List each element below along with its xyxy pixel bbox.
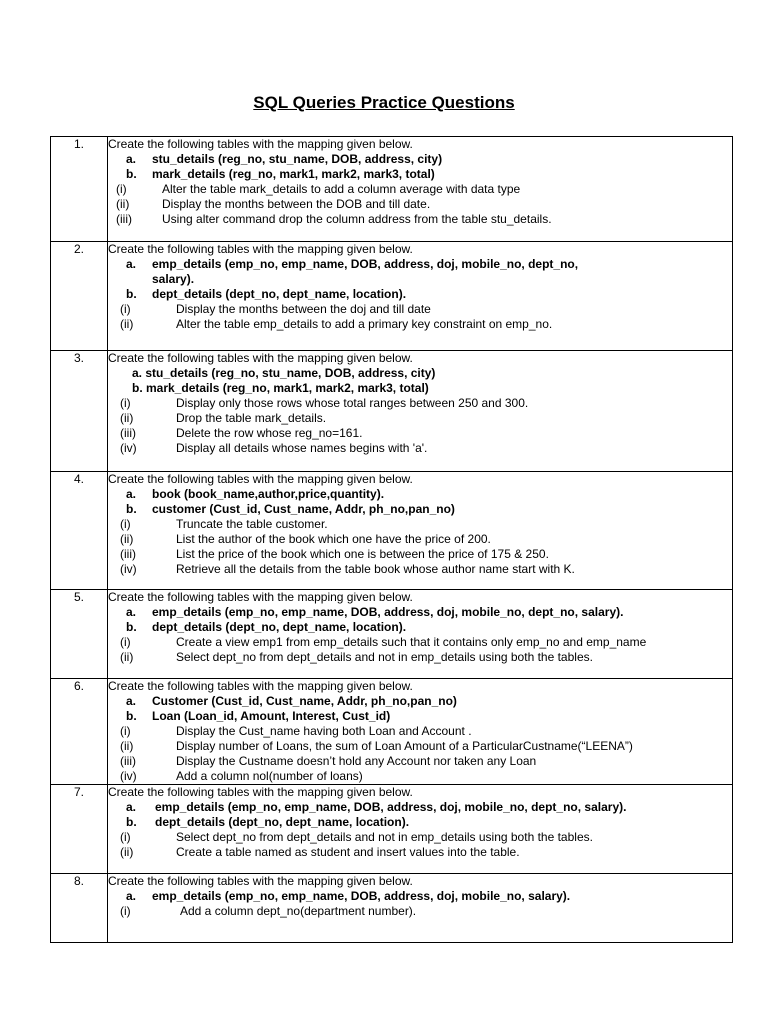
task-text: Display number of Loans, the sum of Loan Amount of a ParticularCustname(“LEENA”) [176, 739, 633, 753]
task-text: Create a view emp1 from emp_details such that it contains only emp_no and emp_name [176, 635, 647, 649]
task-numeral: (i) [120, 724, 131, 738]
table-definition [108, 152, 732, 167]
table-definition-label: a. [126, 694, 137, 708]
task-text: Display the Cust_name having both Loan and Account . [176, 724, 472, 738]
table-definition [108, 287, 732, 302]
question-intro: Create the following tables with the mapping given below. [108, 590, 413, 604]
table-definition-text: mark_details (reg_no, mark1, mark2, mark3, total) [152, 167, 435, 181]
table-definition-label: a. [126, 889, 137, 903]
task-text: Add a column dept_no(department number). [180, 904, 417, 918]
task-item [108, 547, 732, 562]
task-item [108, 724, 732, 739]
page-title [0, 93, 768, 113]
task-numeral: (iii) [120, 547, 136, 561]
task-text: Display all details whose names begins with 'a'. [176, 441, 428, 455]
task-item [108, 754, 732, 769]
task-text: Retrieve all the details from the table book whose author name start with K. [176, 562, 575, 576]
table-definition-text: stu_details (reg_no, stu_name, DOB, address, city) [152, 152, 443, 166]
task-item [108, 426, 732, 441]
task-numeral: (ii) [120, 532, 134, 546]
task-text: Drop the table mark_details. [176, 411, 327, 425]
task-numeral: (ii) [120, 739, 134, 753]
question-body [108, 137, 733, 242]
table-definition-label: b. [126, 815, 137, 829]
table-definition-label: a. [126, 800, 137, 814]
table-definition [108, 257, 732, 287]
task-item [108, 739, 732, 754]
task-item [108, 517, 732, 532]
table-definition [108, 620, 732, 635]
table-definition [108, 487, 732, 502]
question-intro: Create the following tables with the mapping given below. [108, 351, 413, 365]
task-item [108, 769, 732, 784]
task-text: Create a table named as student and insert values into the table. [176, 845, 520, 859]
task-numeral: (i) [120, 302, 131, 316]
question-row [51, 137, 733, 242]
table-definition-label: b. [126, 709, 137, 723]
task-text: Display the months between the doj and till date [176, 302, 431, 316]
task-numeral: (iv) [120, 769, 137, 783]
task-item [108, 650, 732, 665]
table-definition [108, 694, 732, 709]
table-definition-text: dept_details (dept_no, dept_name, location). [155, 815, 410, 829]
task-numeral: (iii) [116, 212, 132, 226]
task-item [108, 411, 732, 426]
question-row [51, 590, 733, 679]
question-row [51, 242, 733, 351]
task-numeral: (i) [120, 904, 131, 918]
question-intro: Create the following tables with the mapping given below. [108, 679, 413, 693]
table-definition-text: emp_details (emp_no, emp_name, DOB, address, doj, mobile_no, dept_no, salary). [155, 800, 627, 814]
question-row [51, 785, 733, 874]
task-numeral: (ii) [116, 197, 130, 211]
table-definition [108, 709, 732, 724]
table-definition-text: book (book_name,author,price,quantity). [152, 487, 385, 501]
question-row [51, 874, 733, 943]
question-number: 5. [51, 590, 108, 679]
task-text: Truncate the table customer. [176, 517, 328, 531]
table-definition-label: b. [126, 287, 137, 301]
question-intro: Create the following tables with the mapping given below. [108, 137, 413, 151]
question-body [108, 874, 733, 943]
question-body [108, 351, 733, 472]
table-definition-label: a. [126, 152, 137, 166]
question-number: 3. [51, 351, 108, 472]
table-definition-text: emp_details (emp_no, emp_name, DOB, address, doj, mobile_no, dept_no, salary). [152, 257, 579, 286]
task-numeral: (iii) [120, 426, 136, 440]
table-definition-label: a. [126, 257, 137, 271]
question-number: 1. [51, 137, 108, 242]
question-intro: Create the following tables with the mapping given below. [108, 785, 413, 799]
task-text: Add a column nol(number of loans) [176, 769, 363, 783]
task-numeral: (ii) [120, 317, 134, 331]
task-numeral: (i) [120, 830, 131, 844]
task-numeral: (ii) [120, 411, 134, 425]
table-definition-text: Loan (Loan_id, Amount, Interest, Cust_id) [152, 709, 391, 723]
task-numeral: (iv) [120, 562, 137, 576]
task-item [108, 212, 732, 227]
question-number: 4. [51, 472, 108, 590]
page-title-text: SQL Queries Practice Questions [253, 93, 515, 112]
task-item [108, 302, 732, 317]
task-item [108, 830, 732, 845]
task-item [108, 182, 732, 197]
task-item [108, 904, 732, 919]
question-body [108, 590, 733, 679]
table-definition [108, 167, 732, 182]
task-text: Select dept_no from dept_details and not in emp_details using both the tables. [176, 830, 593, 844]
task-numeral: (ii) [120, 650, 134, 664]
question-row [51, 472, 733, 590]
table-definition-text: dept_details (dept_no, dept_name, location). [152, 287, 407, 301]
task-text: Alter the table emp_details to add a primary key constraint on emp_no. [176, 317, 553, 331]
task-text: Using alter command drop the column address from the table stu_details. [162, 212, 552, 226]
task-item [108, 396, 732, 411]
table-definition-label: b. [126, 167, 137, 181]
question-number: 7. [51, 785, 108, 874]
task-item [108, 845, 732, 860]
table-definition [108, 605, 732, 620]
table-definition-text: dept_details (dept_no, dept_name, location). [152, 620, 407, 634]
table-definition-label: a. [126, 487, 137, 501]
table-definition-text: Customer (Cust_id, Cust_name, Addr, ph_no,pan_no) [152, 694, 457, 708]
task-text: Delete the row whose reg_no=161. [176, 426, 363, 440]
table-definition-text: emp_details (emp_no, emp_name, DOB, address, doj, mobile_no, dept_no, salary). [152, 605, 624, 619]
question-body [108, 242, 733, 351]
task-item [108, 635, 732, 650]
question-body [108, 472, 733, 590]
table-definition-text: emp_details (emp_no, emp_name, DOB, address, doj, mobile_no, salary). [152, 889, 571, 903]
task-text: Alter the table mark_details to add a column average with data type [162, 182, 521, 196]
question-intro: Create the following tables with the mapping given below. [108, 242, 413, 256]
task-numeral: (iii) [120, 754, 136, 768]
table-definition-label: b. [126, 502, 137, 516]
table-definition-text: customer (Cust_id, Cust_name, Addr, ph_no,pan_no) [152, 502, 455, 516]
task-numeral: (i) [120, 517, 131, 531]
task-numeral: (i) [120, 396, 131, 410]
task-numeral: (ii) [120, 845, 134, 859]
task-numeral: (i) [116, 182, 127, 196]
task-item [108, 532, 732, 547]
task-text: Display the months between the DOB and till date. [162, 197, 431, 211]
questions-table [50, 136, 733, 943]
question-number: 2. [51, 242, 108, 351]
task-item [108, 197, 732, 212]
task-item [108, 317, 732, 332]
table-definition: a. stu_details (reg_no, stu_name, DOB, address, city) [132, 366, 436, 380]
question-number: 6. [51, 679, 108, 785]
task-numeral: (iv) [120, 441, 137, 455]
task-item [108, 562, 732, 577]
question-row [51, 679, 733, 785]
table-definition [108, 800, 732, 815]
question-body [108, 785, 733, 874]
table-definition-label: b. [126, 620, 137, 634]
task-text: List the author of the book which one have the price of 200. [176, 532, 491, 546]
task-numeral: (i) [120, 635, 131, 649]
question-row [51, 351, 733, 472]
table-definition: b. mark_details (reg_no, mark1, mark2, mark3, total) [132, 381, 429, 395]
table-definition-label: a. [126, 605, 137, 619]
table-definition [108, 502, 732, 517]
table-definition [108, 815, 732, 830]
question-number: 8. [51, 874, 108, 943]
question-intro: Create the following tables with the mapping given below. [108, 472, 413, 486]
question-intro: Create the following tables with the mapping given below. [108, 874, 413, 888]
question-body [108, 679, 733, 785]
task-text: Display the Custname doesn’t hold any Account nor taken any Loan [176, 754, 537, 768]
task-text: List the price of the book which one is between the price of 175 & 250. [176, 547, 549, 561]
task-text: Display only those rows whose total ranges between 250 and 300. [176, 396, 529, 410]
task-text: Select dept_no from dept_details and not in emp_details using both the tables. [176, 650, 593, 664]
task-item [108, 441, 732, 456]
table-definition [108, 889, 732, 904]
